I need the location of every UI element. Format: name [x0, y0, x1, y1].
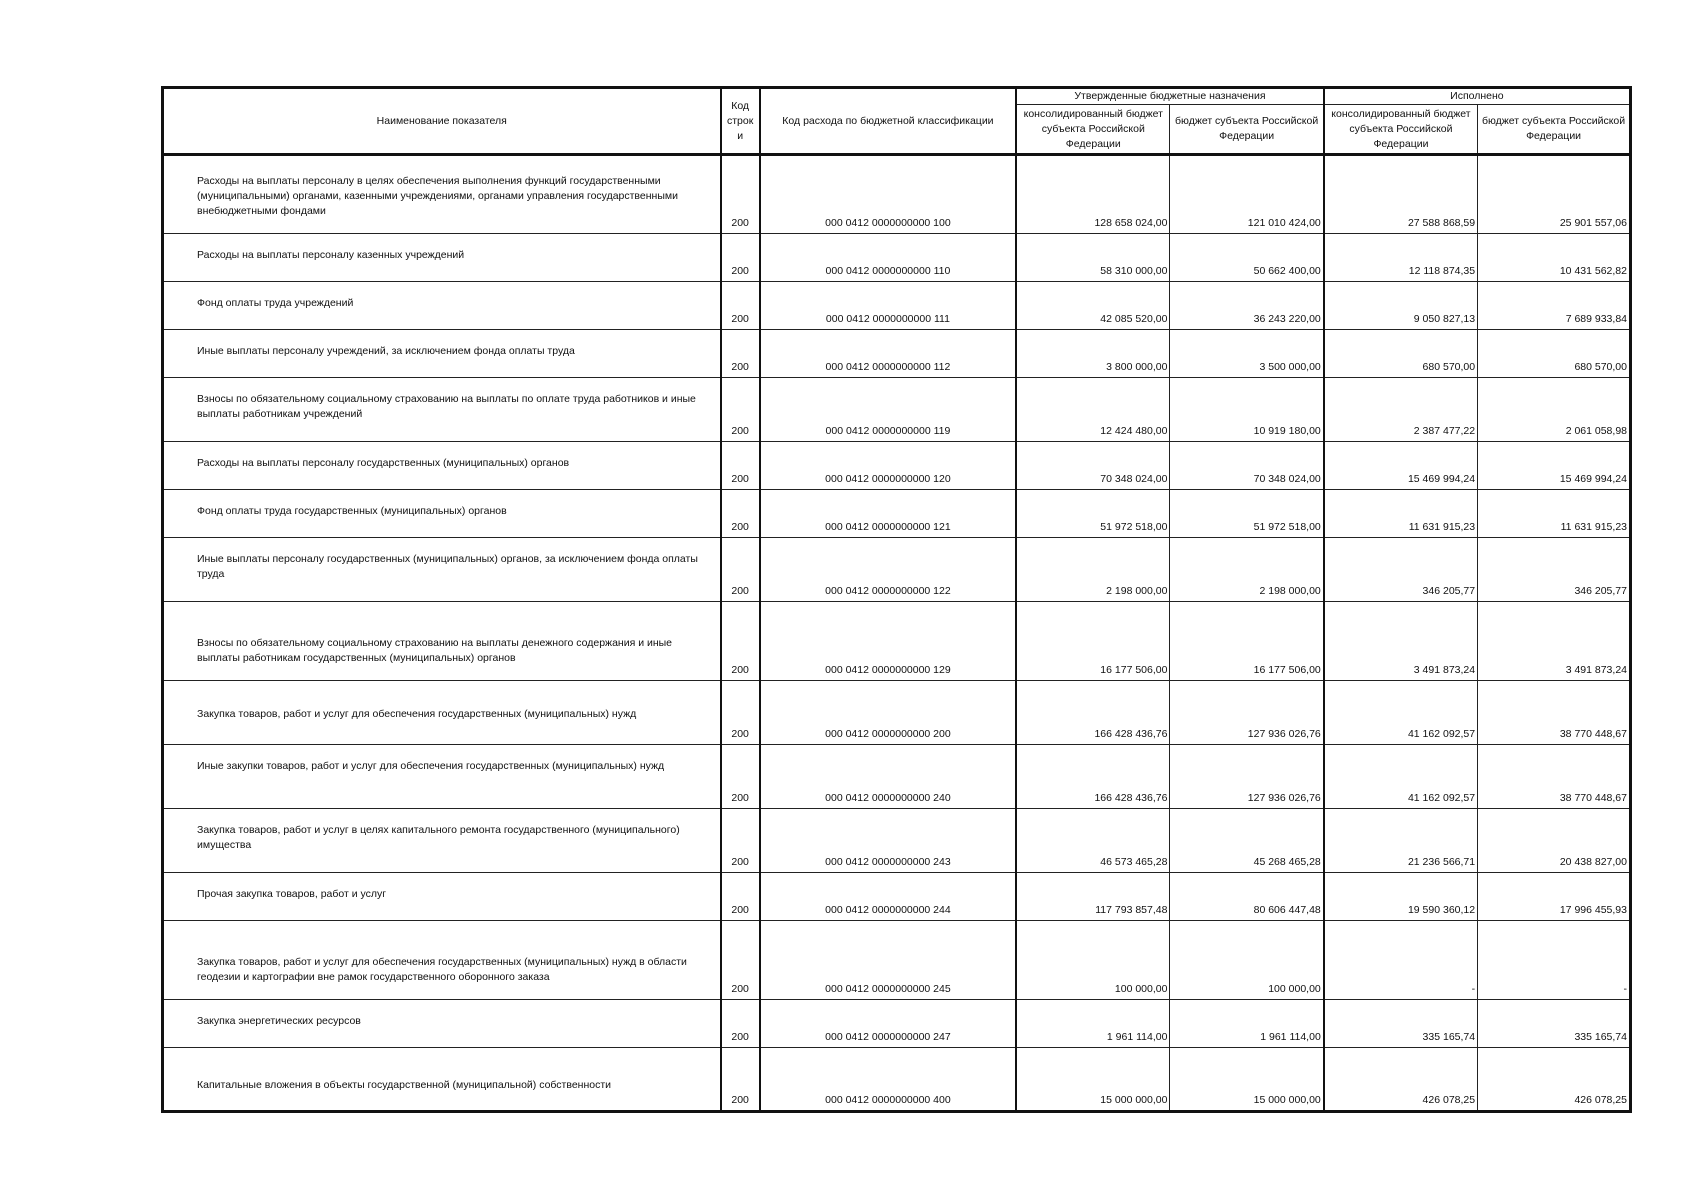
row-executed-subject: 11 631 915,23	[1478, 490, 1631, 538]
row-approved-consolidated: 12 424 480,00	[1016, 378, 1170, 442]
row-approved-subject: 121 010 424,00	[1170, 155, 1324, 234]
row-executed-consolidated: 41 162 092,57	[1324, 745, 1478, 809]
table-body	[163, 155, 1631, 1112]
row-executed-subject: 38 770 448,67	[1478, 745, 1631, 809]
row-name-text: Закупка товаров, работ и услуг в целях капитального ремонта государственного (муниципального) имущества	[197, 824, 680, 851]
row-name	[163, 602, 721, 681]
row-executed-consolidated: 335 165,74	[1324, 1000, 1478, 1048]
header-name: Наименование показателя	[163, 88, 721, 155]
row-code: 200	[721, 282, 760, 330]
row-approved-consolidated: 2 198 000,00	[1016, 538, 1170, 602]
row-approved-consolidated: 46 573 465,28	[1016, 809, 1170, 873]
row-executed-subject: -	[1478, 921, 1631, 1000]
row-approved-consolidated: 16 177 506,00	[1016, 602, 1170, 681]
row-approved-subject: 100 000,00	[1170, 921, 1324, 1000]
row-name-text: Расходы на выплаты персоналу государственных (муниципальных) органов	[197, 457, 570, 469]
table-row	[163, 602, 1631, 681]
row-name-text: Иные выплаты персоналу государственных (муниципальных) органов, за исключением фонда оплаты труда	[197, 553, 698, 580]
row-kbk: 000 0412 0000000000 112	[760, 330, 1016, 378]
row-executed-consolidated: 3 491 873,24	[1324, 602, 1478, 681]
row-name	[163, 745, 721, 809]
row-executed-subject: 7 689 933,84	[1478, 282, 1631, 330]
row-executed-consolidated: 9 050 827,13	[1324, 282, 1478, 330]
row-approved-consolidated: 51 972 518,00	[1016, 490, 1170, 538]
row-kbk: 000 0412 0000000000 240	[760, 745, 1016, 809]
row-code: 200	[721, 681, 760, 745]
row-kbk: 000 0412 0000000000 121	[760, 490, 1016, 538]
row-approved-subject: 2 198 000,00	[1170, 538, 1324, 602]
row-code: 200	[721, 921, 760, 1000]
row-approved-subject: 45 268 465,28	[1170, 809, 1324, 873]
row-approved-subject: 16 177 506,00	[1170, 602, 1324, 681]
row-name-text: Капитальные вложения в объекты государственной (муниципальной) собственности	[197, 1079, 612, 1091]
row-name	[163, 330, 721, 378]
row-executed-consolidated: -	[1324, 921, 1478, 1000]
row-name-text: Фонд оплаты труда учреждений	[197, 297, 354, 309]
row-approved-subject: 36 243 220,00	[1170, 282, 1324, 330]
row-executed-consolidated: 680 570,00	[1324, 330, 1478, 378]
row-executed-consolidated: 346 205,77	[1324, 538, 1478, 602]
row-kbk: 000 0412 0000000000 200	[760, 681, 1016, 745]
row-executed-consolidated: 426 078,25	[1324, 1048, 1478, 1112]
row-name	[163, 378, 721, 442]
row-name	[163, 681, 721, 745]
table-row	[163, 873, 1631, 921]
row-kbk: 000 0412 0000000000 111	[760, 282, 1016, 330]
row-kbk: 000 0412 0000000000 243	[760, 809, 1016, 873]
table-row	[163, 234, 1631, 282]
row-executed-consolidated: 12 118 874,35	[1324, 234, 1478, 282]
row-code: 200	[721, 234, 760, 282]
row-name	[163, 921, 721, 1000]
row-kbk: 000 0412 0000000000 119	[760, 378, 1016, 442]
row-name-text: Закупка товаров, работ и услуг для обеспечения государственных (муниципальных) нужд в области геодезии и картографии вне рамок государственного оборонного заказа	[197, 956, 687, 983]
row-code: 200	[721, 809, 760, 873]
row-kbk: 000 0412 0000000000 110	[760, 234, 1016, 282]
row-kbk: 000 0412 0000000000 400	[760, 1048, 1016, 1112]
row-approved-subject: 50 662 400,00	[1170, 234, 1324, 282]
table-header	[163, 88, 1631, 155]
row-approved-consolidated: 1 961 114,00	[1016, 1000, 1170, 1048]
row-name	[163, 155, 721, 234]
row-name	[163, 282, 721, 330]
row-name	[163, 1048, 721, 1112]
row-code: 200	[721, 745, 760, 809]
header-executed: Исполнено	[1324, 88, 1631, 105]
row-kbk: 000 0412 0000000000 120	[760, 442, 1016, 490]
row-name	[163, 538, 721, 602]
row-executed-consolidated: 2 387 477,22	[1324, 378, 1478, 442]
table-row	[163, 538, 1631, 602]
row-approved-consolidated: 128 658 024,00	[1016, 155, 1170, 234]
row-executed-subject: 2 061 058,98	[1478, 378, 1631, 442]
row-approved-subject: 51 972 518,00	[1170, 490, 1324, 538]
row-approved-subject: 3 500 000,00	[1170, 330, 1324, 378]
row-executed-subject: 680 570,00	[1478, 330, 1631, 378]
row-executed-subject: 335 165,74	[1478, 1000, 1631, 1048]
row-approved-consolidated: 15 000 000,00	[1016, 1048, 1170, 1112]
row-code: 200	[721, 330, 760, 378]
table-row	[163, 681, 1631, 745]
row-kbk: 000 0412 0000000000 100	[760, 155, 1016, 234]
row-approved-subject: 80 606 447,48	[1170, 873, 1324, 921]
budget-report-sheet	[161, 86, 1632, 1113]
row-executed-subject: 38 770 448,67	[1478, 681, 1631, 745]
table-row	[163, 330, 1631, 378]
row-code: 200	[721, 873, 760, 921]
table-row	[163, 378, 1631, 442]
table-row	[163, 809, 1631, 873]
row-code: 200	[721, 1000, 760, 1048]
row-name-text: Закупка товаров, работ и услуг для обеспечения государственных (муниципальных) нужд	[197, 708, 637, 720]
row-executed-subject: 20 438 827,00	[1478, 809, 1631, 873]
row-name-text: Взносы по обязательному социальному страхованию на выплаты по оплате труда работников и иные выплаты работникам учреждений	[197, 393, 696, 420]
row-executed-consolidated: 19 590 360,12	[1324, 873, 1478, 921]
row-name	[163, 1000, 721, 1048]
row-approved-consolidated: 58 310 000,00	[1016, 234, 1170, 282]
row-executed-subject: 426 078,25	[1478, 1048, 1631, 1112]
row-kbk: 000 0412 0000000000 247	[760, 1000, 1016, 1048]
row-executed-consolidated: 11 631 915,23	[1324, 490, 1478, 538]
row-code: 200	[721, 1048, 760, 1112]
table-row	[163, 442, 1631, 490]
row-approved-subject: 1 961 114,00	[1170, 1000, 1324, 1048]
row-approved-consolidated: 70 348 024,00	[1016, 442, 1170, 490]
row-approved-consolidated: 117 793 857,48	[1016, 873, 1170, 921]
table-row	[163, 155, 1631, 234]
row-approved-consolidated: 166 428 436,76	[1016, 745, 1170, 809]
row-code: 200	[721, 490, 760, 538]
table-row	[163, 1000, 1631, 1048]
header-kbk: Код расхода по бюджетной классификации	[760, 88, 1016, 155]
row-approved-subject: 15 000 000,00	[1170, 1048, 1324, 1112]
header-executed-subject: бюджет субъекта Российской Федерации	[1478, 105, 1631, 155]
table-row	[163, 921, 1631, 1000]
table-row	[163, 490, 1631, 538]
row-name	[163, 234, 721, 282]
row-kbk: 000 0412 0000000000 122	[760, 538, 1016, 602]
row-kbk: 000 0412 0000000000 129	[760, 602, 1016, 681]
row-name-text: Иные закупки товаров, работ и услуг для обеспечения государственных (муниципальных) нужд	[197, 760, 665, 772]
row-name	[163, 809, 721, 873]
table-row	[163, 282, 1631, 330]
row-code: 200	[721, 378, 760, 442]
row-approved-subject: 127 936 026,76	[1170, 681, 1324, 745]
row-approved-consolidated: 166 428 436,76	[1016, 681, 1170, 745]
row-name-text: Иные выплаты персоналу учреждений, за исключением фонда оплаты труда	[197, 345, 575, 357]
row-kbk: 000 0412 0000000000 244	[760, 873, 1016, 921]
row-executed-subject: 17 996 455,93	[1478, 873, 1631, 921]
header-code: Код строк и	[721, 88, 760, 155]
row-name-text: Закупка энергетических ресурсов	[197, 1015, 361, 1027]
row-approved-consolidated: 3 800 000,00	[1016, 330, 1170, 378]
table-row	[163, 745, 1631, 809]
row-approved-consolidated: 100 000,00	[1016, 921, 1170, 1000]
row-name-text: Фонд оплаты труда государственных (муниципальных) органов	[197, 505, 507, 517]
row-approved-consolidated: 42 085 520,00	[1016, 282, 1170, 330]
table-row	[163, 1048, 1631, 1112]
row-executed-subject: 346 205,77	[1478, 538, 1631, 602]
row-executed-subject: 10 431 562,82	[1478, 234, 1631, 282]
row-approved-subject: 127 936 026,76	[1170, 745, 1324, 809]
row-executed-consolidated: 27 588 868,59	[1324, 155, 1478, 234]
header-approved: Утвержденные бюджетные назначения	[1016, 88, 1324, 105]
row-code: 200	[721, 538, 760, 602]
header-executed-consolidated: консолидированный бюджет субъекта Российской Федерации	[1324, 105, 1478, 155]
row-executed-subject: 25 901 557,06	[1478, 155, 1631, 234]
row-name	[163, 873, 721, 921]
row-name-text: Прочая закупка товаров, работ и услуг	[197, 888, 387, 900]
row-approved-subject: 10 919 180,00	[1170, 378, 1324, 442]
row-executed-subject: 3 491 873,24	[1478, 602, 1631, 681]
row-code: 200	[721, 602, 760, 681]
row-name-text: Взносы по обязательному социальному страхованию на выплаты денежного содержания и иные выплаты работникам государственных (муниципальных) органов	[197, 637, 673, 664]
row-name	[163, 490, 721, 538]
row-executed-subject: 15 469 994,24	[1478, 442, 1631, 490]
header-approved-consolidated: консолидированный бюджет субъекта Российской Федерации	[1016, 105, 1170, 155]
row-name	[163, 442, 721, 490]
header-approved-subject: бюджет субъекта Российской Федерации	[1170, 105, 1324, 155]
row-kbk: 000 0412 0000000000 245	[760, 921, 1016, 1000]
row-name-text: Расходы на выплаты персоналу в целях обеспечения выполнения функций государственными (муниципальными) органами, казенными учреждениями, органами управления государственными внебюджетными фондами	[197, 175, 678, 217]
row-code: 200	[721, 155, 760, 234]
row-code: 200	[721, 442, 760, 490]
row-executed-consolidated: 15 469 994,24	[1324, 442, 1478, 490]
row-approved-subject: 70 348 024,00	[1170, 442, 1324, 490]
row-executed-consolidated: 41 162 092,57	[1324, 681, 1478, 745]
row-executed-consolidated: 21 236 566,71	[1324, 809, 1478, 873]
budget-table	[161, 86, 1632, 1113]
row-name-text: Расходы на выплаты персоналу казенных учреждений	[197, 249, 465, 261]
